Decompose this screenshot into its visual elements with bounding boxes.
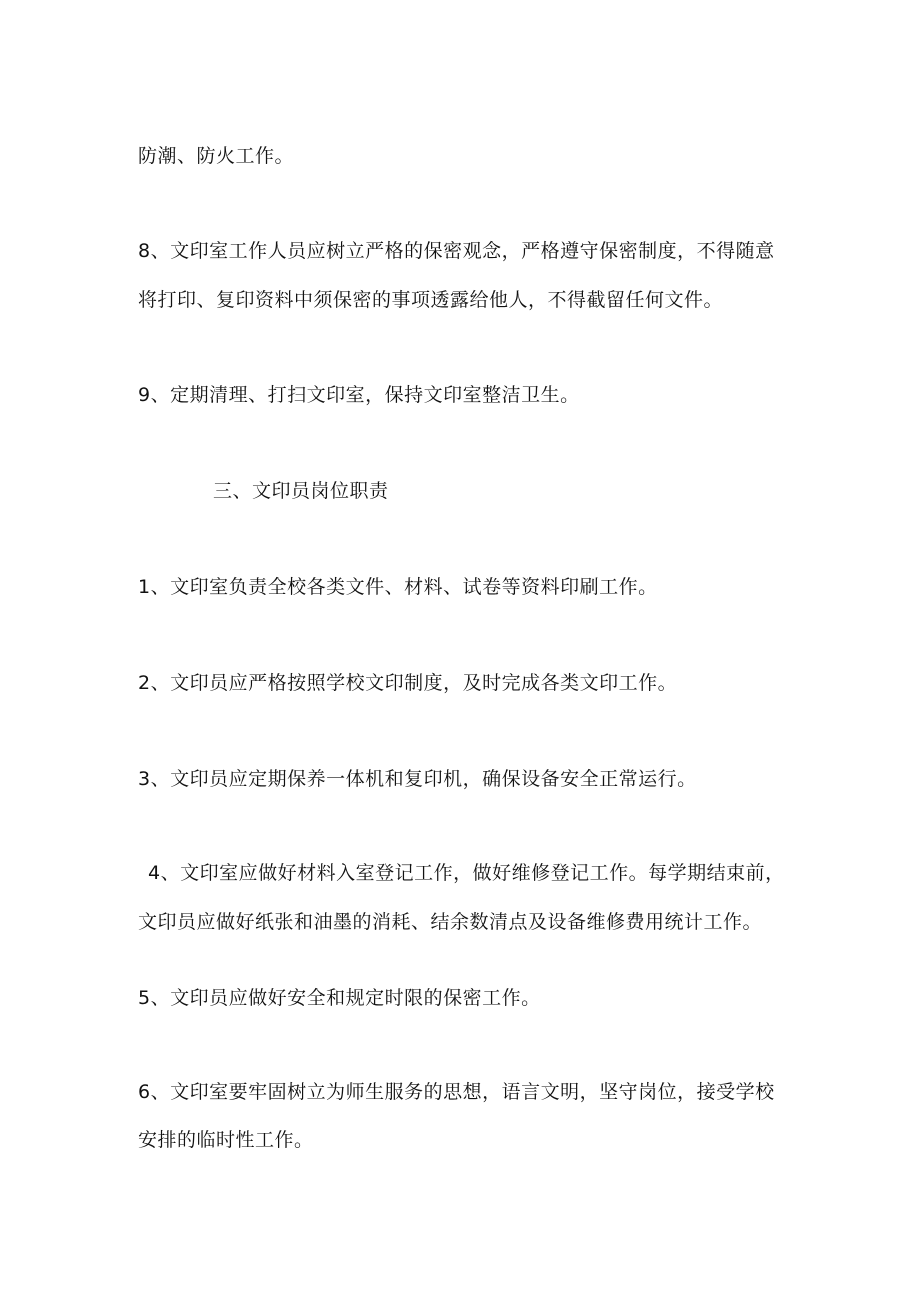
paragraph-9: 9、定期清理、打扫文印室，保持文印室整洁卫生。: [138, 384, 580, 406]
duty-item-1: 1、文印室负责全校各类文件、材料、试卷等资料印刷工作。: [138, 576, 658, 598]
paragraph-7-continuation: 防潮、防火工作。: [138, 145, 295, 167]
duty-item-6-line-1: 6、文印室要牢固树立为师生服务的思想，语言文明，坚守岗位，接受学校: [138, 1081, 775, 1103]
section-heading: 三、文印员岗位职责: [213, 480, 389, 502]
duty-item-4-line-2: 文印员应做好纸张和油墨的消耗、结余数清点及设备维修费用统计工作。: [138, 911, 763, 933]
duty-item-5: 5、文印员应做好安全和规定时限的保密工作。: [138, 987, 541, 1009]
duty-item-3: 3、文印员应定期保养一体机和复印机，确保设备安全正常运行。: [138, 768, 697, 790]
paragraph-8-line-2: 将打印、复印资料中须保密的事项透露给他人，不得截留任何文件。: [138, 289, 724, 311]
paragraph-8-line-1: 8、文印室工作人员应树立严格的保密观念，严格遵守保密制度，不得随意: [138, 240, 775, 262]
duty-item-2: 2、文印员应严格按照学校文印制度，及时完成各类文印工作。: [138, 672, 678, 694]
duty-item-4-line-1: 4、文印室应做好材料入室登记工作，做好维修登记工作。每学期结束前，: [148, 862, 785, 884]
duty-item-6-line-2: 安排的临时性工作。: [138, 1129, 314, 1151]
